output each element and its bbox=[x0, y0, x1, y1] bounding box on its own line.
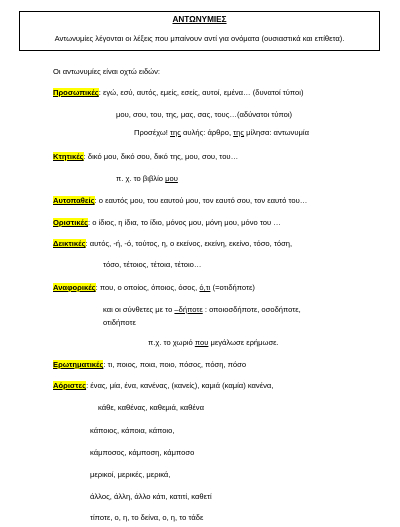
possessive-line-1: Κτητικές: δικό μου, δικό σου, δικό της, μου, σου, του… bbox=[53, 152, 239, 161]
personal-label: Προσωπικές bbox=[53, 88, 99, 97]
indefinite-line-6: άλλος, άλλη, άλλο κάτι, κατιτί, καθετί bbox=[90, 492, 212, 501]
indefinite-label: Αόριστες bbox=[53, 381, 87, 390]
definite-label: Οριστικές bbox=[53, 218, 89, 227]
relative-line-3: οτιδήποτε bbox=[103, 318, 136, 327]
relative-line-2: και οι σύνθετες με το –δήποτε : οποιοσδήποτε, οσοδήποτε, bbox=[103, 305, 301, 314]
interrogative-label: Ερωτηματικές bbox=[53, 360, 104, 369]
demonstrative-line-2: τόσο, τέτοιος, τέτοια, τέτοιο… bbox=[103, 260, 202, 269]
possessive-label: Κτητικές bbox=[53, 152, 84, 161]
demonstrative-label: Δεικτικές bbox=[53, 239, 86, 248]
page-title: ΑΝΤΩΝΥΜΙΕΣ bbox=[172, 15, 227, 24]
indefinite-line-3: κάποιος, κάποια, κάποιο, bbox=[90, 426, 175, 435]
demonstrative-line-1: Δεικτικές: αυτός, -ή, -ό, τούτος, η, ο εκείνος, εκείνη, εκείνο, τόσο, τόση, bbox=[53, 239, 293, 248]
intro-text: Οι αντωνυμίες είναι οχτώ ειδών: bbox=[53, 67, 161, 76]
definite-line-1: Οριστικές: ο ίδιος, η ίδια, το ίδιο, μόνος μου, μόνη μου, μόνο του … bbox=[53, 218, 281, 227]
relative-line-1: Αναφορικές: που, ο οποίος, όποιος, όσος, ό,τι (=οτιδήποτε) bbox=[53, 283, 255, 292]
reflexive-line-1: Αυτοπαθείς: ο εαυτός μου, του εαυτού μου, τον εαυτό σου, τον εαυτό του… bbox=[53, 196, 308, 205]
personal-line-1: Προσωπικές: εγώ, εσύ, αυτός, εμείς, εσείς, αυτοί, εμένα… (δυνατοί τύποι) bbox=[53, 88, 304, 97]
relative-example: π.χ. το χωριό που μεγάλωσε ερήμωσε. bbox=[148, 338, 279, 347]
definition-text: Αντωνυμίες λέγονται οι λέξεις που μπαίνουν αντί για ονόματα (ουσιαστικά και επίθετα). bbox=[54, 34, 345, 43]
indefinite-line-5: μερικοί, μερικές, μερικά, bbox=[90, 470, 171, 479]
indefinite-line-7: τίποτε, ο, η, το δείνα, ο, η, το τάδε bbox=[90, 513, 204, 522]
indefinite-line-1: Αόριστες: ένας, μία, ένα, κανένας, (κανείς), καμιά (καμία) κανένα, bbox=[53, 381, 274, 390]
relative-label: Αναφορικές bbox=[53, 283, 96, 292]
interrogative-line-1: Ερωτηματικές: τι, ποιος, ποια, ποιο, πόσος, πόση, πόσο bbox=[53, 360, 247, 369]
personal-note: Προσέχω! της αυλής: άρθρο, της μίλησα: αντωνυμία bbox=[134, 128, 309, 137]
indefinite-line-4: κάμποσος, κάμποση, κάμποσο bbox=[90, 448, 195, 457]
reflexive-label: Αυτοπαθείς bbox=[53, 196, 95, 205]
title-box bbox=[19, 11, 380, 51]
personal-line-2: μου, σου, του, της, μας, σας, τους…(αδύνατοι τύποι) bbox=[116, 110, 293, 119]
possessive-example: π. χ. το βιβλίο μου bbox=[116, 174, 178, 183]
indefinite-line-2: κάθε, καθένας, καθεμιά, καθένα bbox=[98, 403, 204, 412]
